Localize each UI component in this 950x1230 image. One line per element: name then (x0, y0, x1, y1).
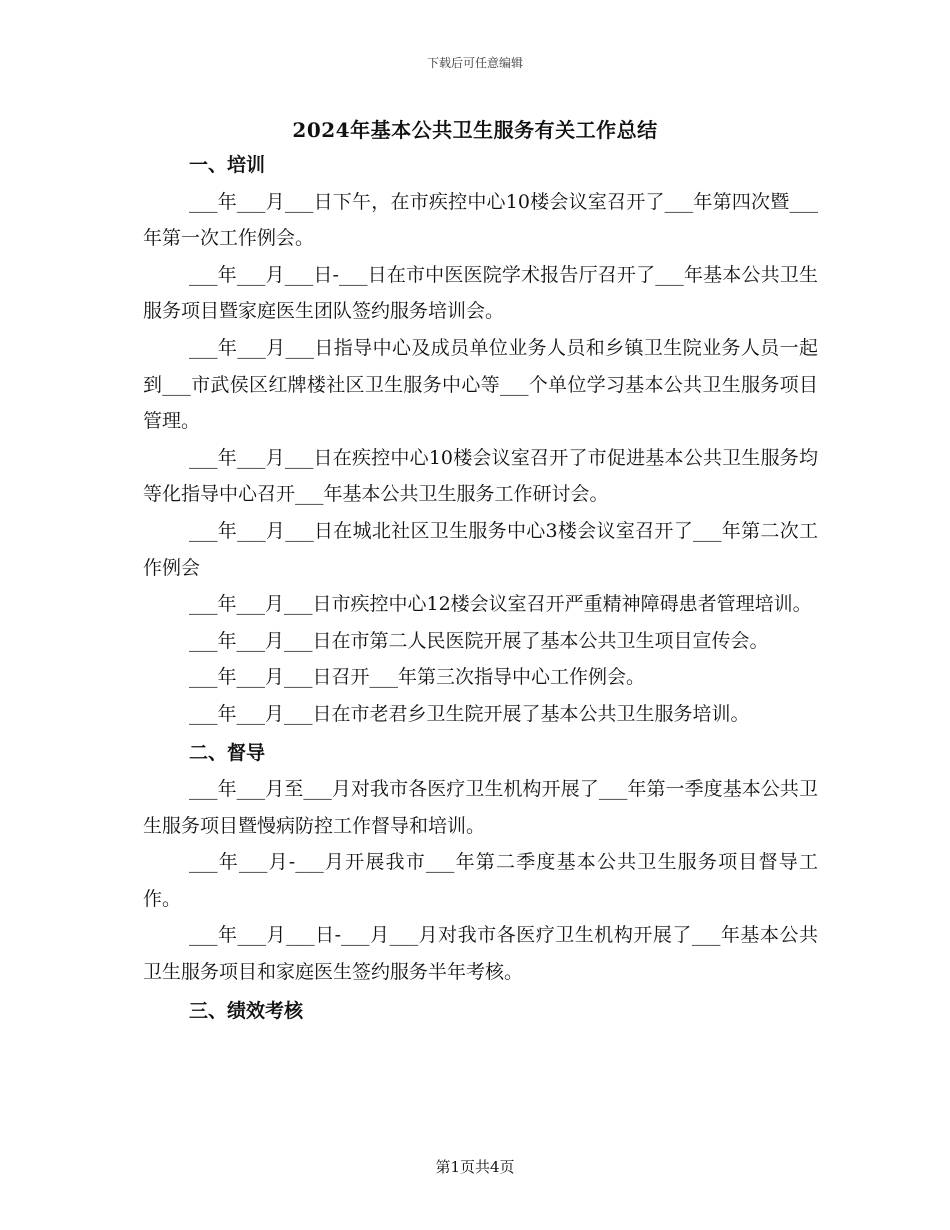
paragraph: ___年___月-___月开展我市___年第二季度基本公共卫生服务项目督导工作。 (143, 851, 818, 910)
paragraph: ___年___月___日-___月___月对我市各医疗卫生机构开展了___年基本公共卫生服务项目和家庭医生签约服务半年考核。 (143, 924, 818, 984)
header-note: 下载后可任意编辑 (426, 56, 523, 70)
paragraph: ___年___月___日-___日在市中医医院学术报告厅召开了___年基本公共卫生服务项目暨家庭医生团队签约服务培训会。 (143, 263, 818, 323)
section-heading: 二、督导 (189, 741, 266, 764)
section-heading: 三、绩效考核 (189, 999, 304, 1022)
paragraph: ___年___月___日召开___年第三次指导中心工作例会。 (189, 666, 646, 689)
paragraph: ___年___月___日下午，在市疾控中心10楼会议室召开了___年第四次暨___年第一次工作例会。 (143, 190, 818, 250)
page-footer: 第1页共4页 (435, 1158, 515, 1176)
document-title: 2024年基本公共卫生服务有关工作总结 (292, 118, 658, 142)
paragraph: ___年___月___日在疾控中心10楼会议室召开了市促进基本公共卫生服务均等化指导中心召开___年基本公共卫生服务工作研讨会。 (143, 446, 818, 506)
document-body (143, 147, 818, 1029)
paragraph: ___年___月___日指导中心及成员单位业务人员和乡镇卫生院业务人员一起到___市武侯区红牌楼社区卫生服务中心等___个单位学习基本公共卫生服务项目管理。 (143, 336, 818, 433)
paragraph: ___年___月___日市疾控中心12楼会议室召开严重精神障碍患者管理培训。 (189, 593, 812, 616)
paragraph: ___年___月___日在城北社区卫生服务中心3楼会议室召开了___年第二次工作例会 (143, 519, 818, 579)
section-heading: 一、培训 (189, 154, 266, 176)
paragraph: ___年___月至___月对我市各医疗卫生机构开展了___年第一季度基本公共卫生服务项目暨慢病防控工作督导和培训。 (143, 778, 818, 837)
paragraph: ___年___月___日在市第二人民医院开展了基本公共卫生项目宣传会。 (189, 629, 769, 652)
paragraph: ___年___月___日在市老君乡卫生院开展了基本公共卫生服务培训。 (189, 702, 750, 725)
